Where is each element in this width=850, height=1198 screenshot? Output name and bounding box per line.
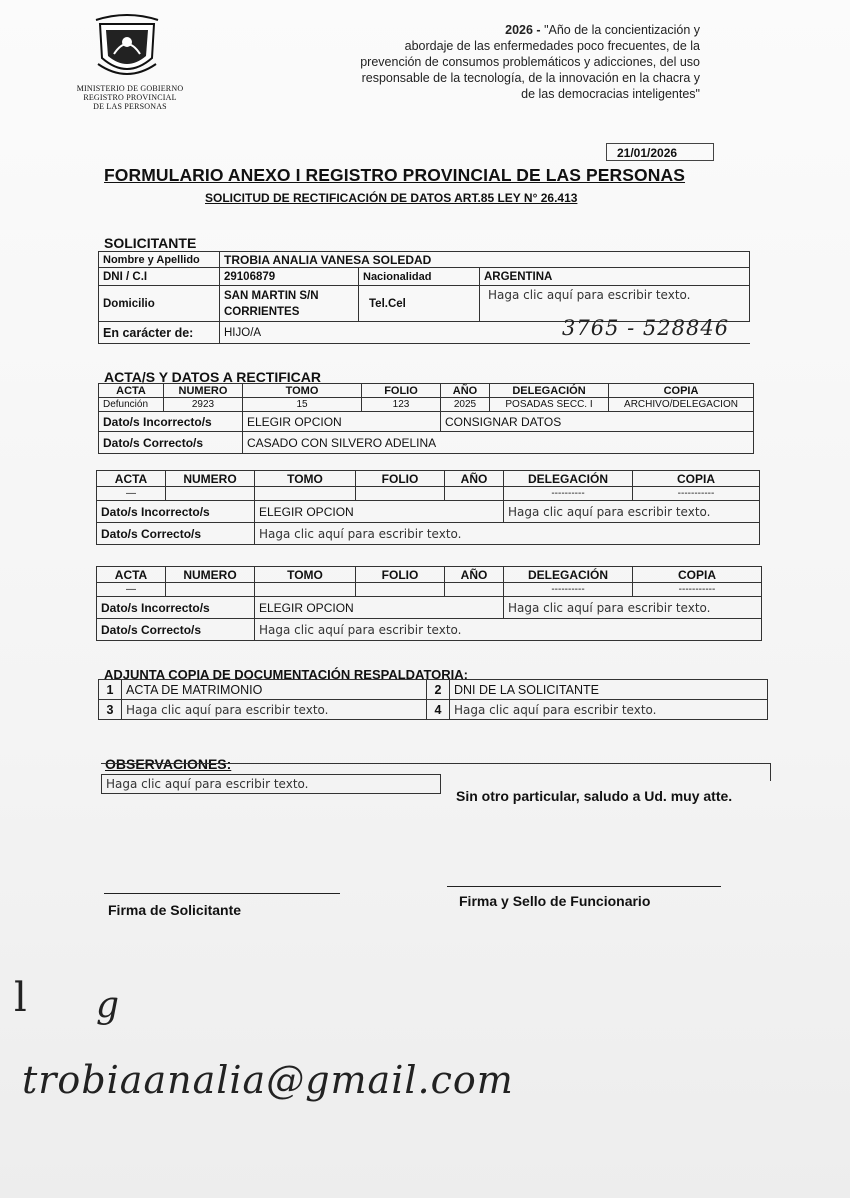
observaciones-heading: OBSERVACIONES:: [105, 756, 232, 772]
handwritten-mark-1: l: [14, 975, 27, 1021]
col-acta: ACTA: [97, 567, 166, 583]
col-delegacion: DELEGACIÓN: [504, 567, 633, 583]
copia-value[interactable]: -----------: [633, 487, 760, 501]
anio-value[interactable]: [445, 583, 504, 597]
closing-text: Sin otro particular, saludo a Ud. muy atte.: [456, 788, 733, 804]
doc-item-4[interactable]: Haga clic aquí para escribir texto.: [450, 700, 768, 720]
provincial-seal-icon: [92, 14, 162, 82]
caracter-label: En carácter de:: [99, 322, 220, 344]
folio-value[interactable]: [356, 583, 445, 597]
delegacion-value[interactable]: ----------: [504, 487, 633, 501]
tel-field[interactable]: Haga clic aquí para escribir texto.: [480, 286, 750, 322]
col-folio: FOLIO: [362, 384, 441, 398]
correct-text-field[interactable]: Haga clic aquí para escribir texto.: [255, 619, 762, 641]
incorrect-text-field[interactable]: Haga clic aquí para escribir texto.: [504, 597, 762, 619]
handwritten-phone: 3765 - 528846: [562, 316, 730, 340]
handwritten-mark-2: g: [96, 985, 120, 1026]
copia-value[interactable]: -----------: [633, 583, 762, 597]
caracter-field[interactable]: HIJO/A: [220, 322, 750, 344]
col-tomo: TOMO: [255, 471, 356, 487]
col-copia: COPIA: [633, 471, 760, 487]
nombre-label: Nombre y Apellido: [99, 252, 220, 268]
anio-value[interactable]: [445, 487, 504, 501]
correct-text-field[interactable]: Haga clic aquí para escribir texto.: [255, 523, 760, 545]
col-anio: AÑO: [445, 471, 504, 487]
signature-line-solicitante: [104, 893, 340, 894]
col-folio: FOLIO: [356, 471, 445, 487]
copia-value[interactable]: ARCHIVO/DELEGACION: [609, 398, 754, 412]
correct-label: Dato/s Correcto/s: [97, 523, 255, 545]
incorrect-text-field[interactable]: Haga clic aquí para escribir texto.: [504, 501, 760, 523]
nombre-field[interactable]: TROBIA ANALIA VANESA SOLEDAD: [220, 252, 750, 268]
nacionalidad-label: Nacionalidad: [359, 268, 480, 286]
nacionalidad-field[interactable]: ARGENTINA: [480, 268, 750, 286]
anio-value[interactable]: 2025: [441, 398, 490, 412]
actas-heading: ACTA/S Y DATOS A RECTIFICAR: [104, 369, 322, 385]
domicilio-label: Domicilio: [99, 286, 220, 322]
correct-label: Dato/s Correcto/s: [99, 432, 243, 454]
observaciones-field[interactable]: Haga clic aquí para escribir texto.: [101, 774, 441, 794]
incorrect-label: Dato/s Incorrecto/s: [99, 412, 243, 432]
col-copia: COPIA: [609, 384, 754, 398]
solicitante-heading: SOLICITANTE: [104, 235, 197, 251]
tomo-value[interactable]: [255, 487, 356, 501]
col-tomo: TOMO: [255, 567, 356, 583]
numero-value[interactable]: [166, 487, 255, 501]
delegacion-value[interactable]: ----------: [504, 583, 633, 597]
tomo-value[interactable]: 15: [243, 398, 362, 412]
correct-label: Dato/s Correcto/s: [97, 619, 255, 641]
col-copia: COPIA: [633, 567, 762, 583]
doc-number: 1: [99, 680, 122, 700]
incorrect-text-field[interactable]: CONSIGNAR DATOS: [441, 412, 754, 432]
incorrect-label: Dato/s Incorrecto/s: [97, 501, 255, 523]
col-folio: FOLIO: [356, 567, 445, 583]
delegacion-value[interactable]: POSADAS SECC. I: [490, 398, 609, 412]
col-numero: NUMERO: [164, 384, 243, 398]
folio-value[interactable]: 123: [362, 398, 441, 412]
tel-label: Tel.Cel: [359, 286, 480, 322]
col-tomo: TOMO: [243, 384, 362, 398]
date-field[interactable]: 21/01/2026: [606, 143, 714, 161]
acta-value[interactable]: —: [97, 487, 166, 501]
adjunta-table: [98, 679, 768, 720]
doc-item-1[interactable]: ACTA DE MATRIMONIO: [122, 680, 427, 700]
tomo-value[interactable]: [255, 583, 356, 597]
numero-value[interactable]: [166, 583, 255, 597]
col-anio: AÑO: [445, 567, 504, 583]
doc-number: 3: [99, 700, 122, 720]
firma-funcionario-label: Firma y Sello de Funcionario: [459, 893, 651, 909]
acta-value[interactable]: —: [97, 583, 166, 597]
col-numero: NUMERO: [166, 471, 255, 487]
dni-field[interactable]: 29106879: [220, 268, 359, 286]
acta-table-2: [96, 470, 760, 545]
col-acta: ACTA: [97, 471, 166, 487]
col-anio: AÑO: [441, 384, 490, 398]
firma-solicitante-label: Firma de Solicitante: [108, 902, 242, 918]
signature-line-funcionario: [447, 886, 721, 887]
incorrect-label: Dato/s Incorrecto/s: [97, 597, 255, 619]
adjunta-heading: ADJUNTA COPIA DE DOCUMENTACIÓN RESPALDATORIA:: [104, 667, 468, 682]
col-numero: NUMERO: [166, 567, 255, 583]
page-title: FORMULARIO ANEXO I REGISTRO PROVINCIAL DE LAS PERSONAS: [104, 165, 686, 185]
incorrect-option-select[interactable]: ELEGIR OPCION: [243, 412, 441, 432]
doc-number: 2: [427, 680, 450, 700]
page-subtitle: SOLICITUD DE RECTIFICACIÓN DE DATOS ART.85 LEY N° 26.413: [205, 191, 578, 205]
year-motto: 2026 - "Año de la concientización y abordaje de las enfermedades poco frecuentes, de la prevención de consumos problemáticos y adicciones, del uso responsable de la tecnología, de la innovación en la chacra y de las democracias inteligentes": [360, 23, 700, 101]
doc-item-2[interactable]: DNI DE LA SOLICITANTE: [450, 680, 768, 700]
incorrect-option-select[interactable]: ELEGIR OPCION: [255, 501, 504, 523]
col-acta: ACTA: [99, 384, 164, 398]
acta-value[interactable]: Defunción: [99, 398, 164, 412]
ministry-name: MINISTERIO DE GOBIERNO REGISTRO PROVINCIAL DE LAS PERSONAS: [76, 84, 184, 111]
doc-item-3[interactable]: Haga clic aquí para escribir texto.: [122, 700, 427, 720]
domicilio-field[interactable]: SAN MARTIN S/N CORRIENTES: [220, 286, 359, 322]
folio-value[interactable]: [356, 487, 445, 501]
doc-number: 4: [427, 700, 450, 720]
dni-label: DNI / C.I: [99, 268, 220, 286]
correct-text-field[interactable]: CASADO CON SILVERO ADELINA: [243, 432, 754, 454]
incorrect-option-select[interactable]: ELEGIR OPCION: [255, 597, 504, 619]
col-delegacion: DELEGACIÓN: [490, 384, 609, 398]
acta-table-1: [98, 383, 754, 454]
col-delegacion: DELEGACIÓN: [504, 471, 633, 487]
numero-value[interactable]: 2923: [164, 398, 243, 412]
acta-table-3: [96, 566, 762, 641]
handwritten-email: trobiaanalia@gmail.com: [22, 1058, 514, 1102]
